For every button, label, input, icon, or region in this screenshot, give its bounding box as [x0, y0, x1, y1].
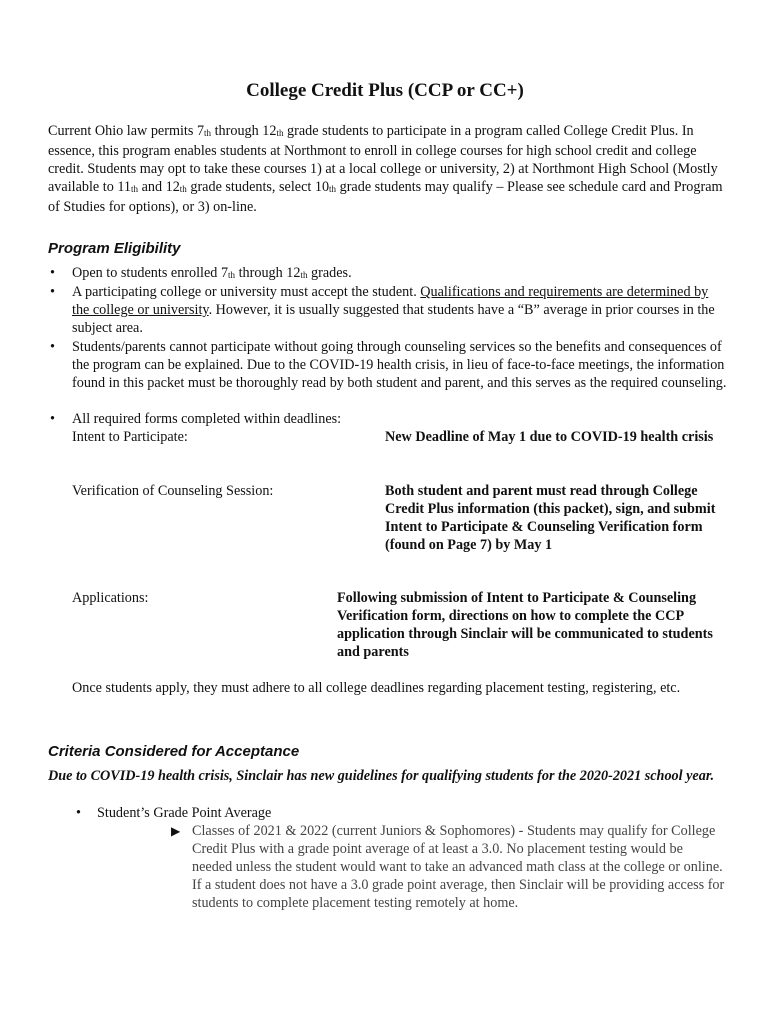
ordinal-suffix: th	[329, 184, 337, 194]
intent-label: Intent to Participate:	[72, 429, 188, 445]
bullet-icon: •	[50, 411, 55, 427]
arrow-right-icon: ▶	[171, 824, 181, 838]
intro-paragraph	[48, 122, 726, 216]
eligibility-item-forms: All required forms completed within deadlines:	[72, 411, 342, 427]
gpa-detail: Classes of 2021 & 2022 (current Juniors & Sophomores) - Students may qualify for College Credit Plus with a grade point average of at least a 3.0. No placement testing would be needed unless the student would want to take an advanced math class at the college or online. If a student does not have a 3.0 grade point average, then Sinclair will be providing access for students to complete placement testing remotely at home.	[192, 823, 725, 911]
bullet-icon: •	[76, 805, 81, 821]
section-heading-eligibility: Program Eligibility	[48, 240, 181, 257]
section-heading-criteria: Criteria Considered for Acceptance	[48, 743, 300, 760]
verification-deadline: Both student and parent must read through College Credit Plus information (this packet), sign, and submit Intent to Participate & Counseling Verification form (found on Page 7) by May 1	[385, 483, 716, 553]
ordinal-suffix: th	[179, 184, 187, 194]
bullet-icon: •	[50, 339, 55, 355]
eligibility-item-text: Open to students enrolled 7	[72, 265, 229, 281]
applications-deadline: Following submission of Intent to Participate & Counseling Verification form, directions on how to complete the CCP application through Sinclair will be communicated to students and parents	[337, 590, 713, 660]
deadlines-note: Once students apply, they must adhere to all college deadlines regarding placement testing, registering, etc.	[72, 680, 681, 696]
gpa-label: Student’s Grade Point Average	[97, 805, 272, 821]
intro-text-2: through 12	[211, 123, 277, 139]
verification-label: Verification of Counseling Session:	[72, 483, 274, 499]
page-title: College Credit Plus (CCP or CC+)	[246, 80, 524, 101]
bullet-icon: •	[50, 265, 55, 281]
eligibility-item-grades	[72, 264, 728, 284]
ordinal-suffix: th	[300, 270, 308, 280]
intro-text-6: grade students may qualify – Please see schedule card and Program of Studies for options), or 3) on-line.	[48, 179, 723, 215]
eligibility-item-text: A participating college or university must accept the student.	[72, 284, 421, 300]
ordinal-suffix: th	[131, 184, 139, 194]
eligibility-item-acceptance	[72, 283, 728, 337]
covid-note: Due to COVID-19 health crisis, Sinclair has new guidelines for qualifying students for the 2020-2021 school year.	[48, 768, 715, 784]
intro-text-1: Current Ohio law permits 7	[48, 123, 205, 139]
eligibility-item-counseling: Students/parents cannot participate without going through counseling services so the benefits and consequences of the program can be explained. Due to the COVID-19 health crisis, in lieu of face-to-face meetings, the information found in this packet must be thoroughly read by both student and parent, and this serves as the required counseling.	[72, 339, 727, 391]
bullet-icon: •	[50, 284, 55, 300]
intro-text-5: grade students, select 10	[186, 179, 330, 195]
intro-text-4: and 12	[138, 179, 180, 195]
eligibility-item-text: through 12	[235, 265, 301, 281]
ordinal-suffix: th	[204, 128, 212, 138]
ordinal-suffix: th	[276, 128, 284, 138]
eligibility-item-text: grades.	[307, 265, 352, 281]
intro-text-3: grade students to participate in a program called College Credit Plus. In essence, this program enables students at Northmont to enroll in college courses for high school credit and college credit. Students may opt to take these courses 1) at a local college or university, 2) at Northmont High School (Mostly available to 11	[48, 123, 718, 195]
eligibility-item-text: . However, it is usually suggested that students have a “B” average in prior courses in the subject area.	[72, 302, 715, 336]
intent-deadline: New Deadline of May 1 due to COVID-19 health crisis	[385, 429, 714, 445]
applications-label: Applications:	[72, 590, 149, 606]
ordinal-suffix: th	[228, 270, 236, 280]
requirements-underlined-text: Qualifications and requirements are determined by the college or university	[72, 284, 709, 318]
